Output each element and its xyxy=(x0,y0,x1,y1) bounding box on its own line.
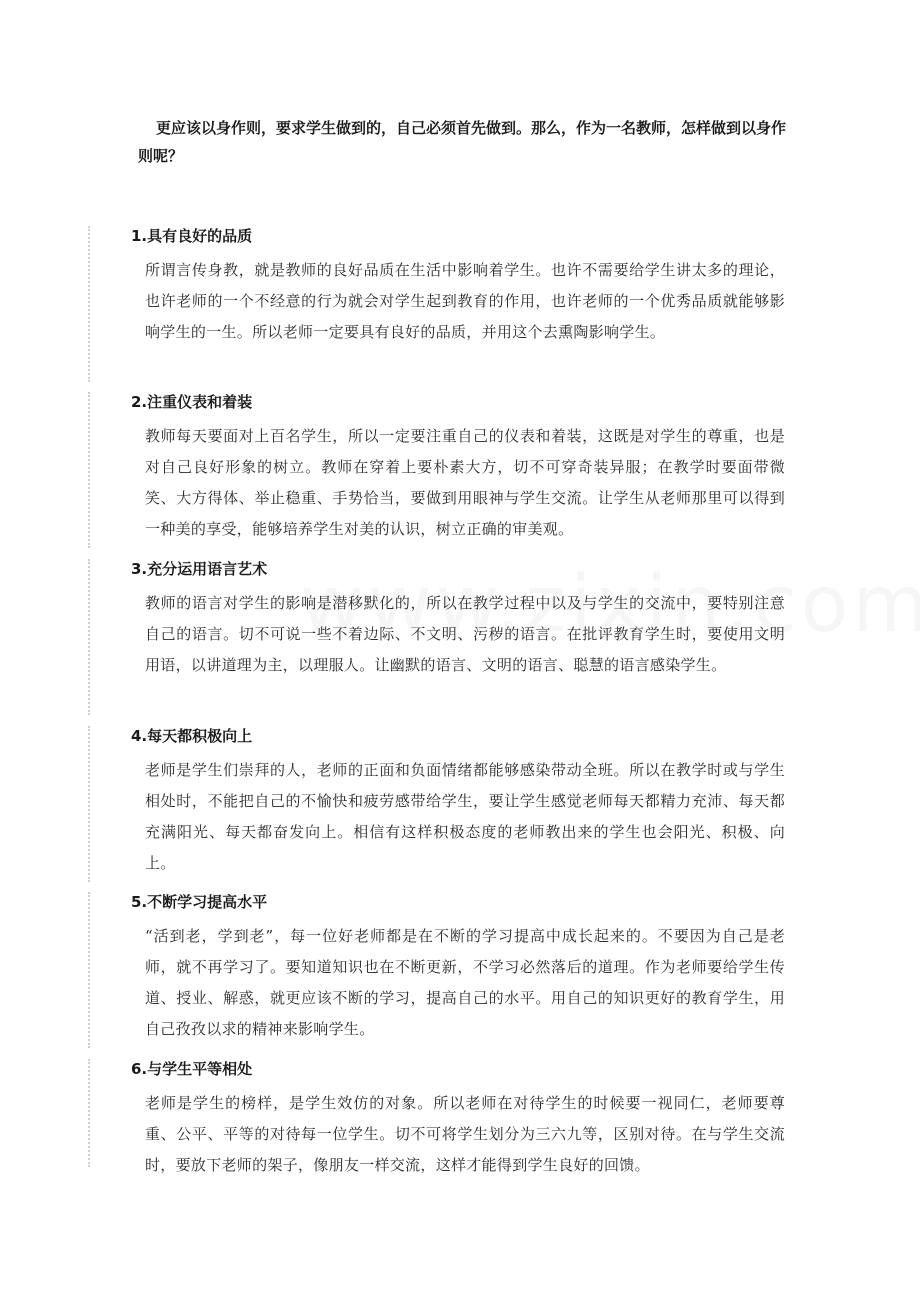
section-body: 老师是学生们崇拜的人，老师的正面和负面情绪都能够感染带动全班。所以在教学时或与学生相处时，不能把自己的不愉快和疲劳感带给学生，要让学生感觉老师每天都精力充沛、每天都充满阳光、每天都奋发向上。相信有这样积极态度的老师教出来的学生也会阳光、积极、向上。 xyxy=(145,761,785,872)
intro-paragraph: 更应该以身作则，要求学生做到的，自己必须首先做到。那么，作为一名教师，怎样做到以身作则呢？ xyxy=(138,119,787,165)
section-title: 4.每天都积极向上 xyxy=(131,727,253,745)
section-learning xyxy=(88,892,788,1048)
section-title: 3.充分运用语言艺术 xyxy=(131,560,268,578)
dotted-divider xyxy=(88,1059,90,1167)
section-body: 教师的语言对学生的影响是潜移默化的，所以在教学过程中以及与学生的交流中，要特别注意自己的语言。切不可说一些不着边际、不文明、污秽的语言。在批评教育学生时，要使用文明用语，以讲道理为主，以理服人。让幽默的语言、文明的语言、聪慧的语言感染学生。 xyxy=(145,594,785,674)
dotted-divider xyxy=(88,892,90,1048)
section-title: 2.注重仪表和着装 xyxy=(131,393,253,411)
dotted-divider xyxy=(88,726,90,882)
section-quality xyxy=(88,226,788,382)
section-equality xyxy=(88,1059,788,1174)
dotted-divider xyxy=(88,392,90,548)
section-title: 5.不断学习提高水平 xyxy=(131,893,268,911)
dotted-divider xyxy=(88,559,90,715)
section-body: 老师是学生的榜样，是学生效仿的对象。所以老师在对待学生的时候要一视同仁，老师要尊重、公平、平等的对待每一位学生。切不可将学生划分为三六九等，区别对待。在与学生交流时，要放下老师的架子，像朋友一样交流，这样才能得到学生良好的回馈。 xyxy=(145,1094,785,1174)
section-appearance xyxy=(88,392,788,548)
section-body: 所谓言传身教，就是教师的良好品质在生活中影响着学生。也许不需要给学生讲太多的理论，也许老师的一个不经意的行为就会对学生起到教育的作用，也许老师的一个优秀品质就能够影响学生的一生。所以老师一定要具有良好的品质，并用这个去熏陶影响学生。 xyxy=(145,261,785,341)
dotted-divider xyxy=(88,226,90,382)
section-body: “活到老，学到老”，每一位好老师都是在不断的学习提高中成长起来的。不要因为自己是老师，就不再学习了。要知道知识也在不断更新，不学习必然落后的道理。作为老师要给学生传道、授业、解惑，就更应该不断的学习，提高自己的水平。用自己的知识更好的教育学生，用自己孜孜以求的精神来影响学生。 xyxy=(145,927,785,1038)
section-language xyxy=(88,559,788,715)
section-positive xyxy=(88,726,788,882)
section-title: 1.具有良好的品质 xyxy=(131,227,253,245)
section-body: 教师每天要面对上百名学生，所以一定要注重自己的仪表和着装，这既是对学生的尊重，也是对自己良好形象的树立。教师在穿着上要朴素大方，切不可穿奇装异服；在教学时要面带微笑、大方得体、举止稳重、手势恰当，要做到用眼神与学生交流。让学生从老师那里可以得到一种美的享受，能够培养学生对美的认识，树立正确的审美观。 xyxy=(145,427,785,538)
section-title: 6.与学生平等相处 xyxy=(131,1060,253,1078)
